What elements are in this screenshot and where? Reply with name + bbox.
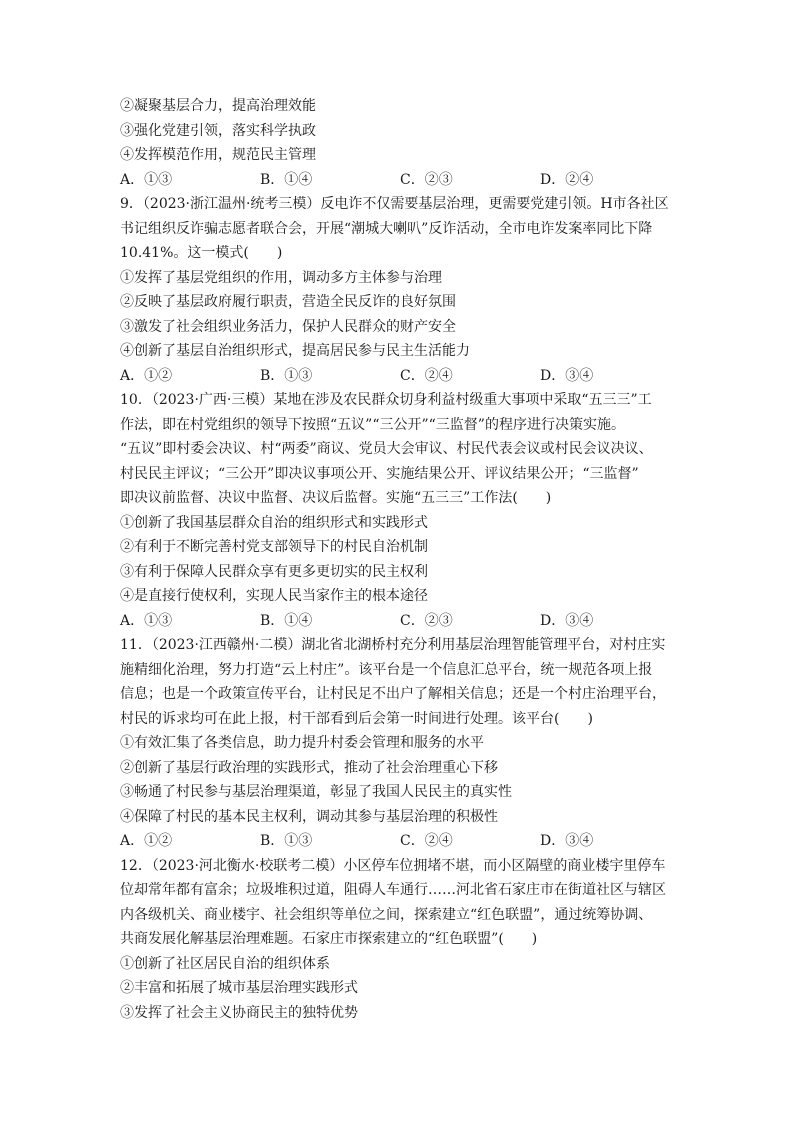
option-c[interactable]: C．②④ xyxy=(400,367,453,384)
statement: ③激发了社会组织业务活力，保护人民群众的财产安全 xyxy=(120,318,456,335)
question-9 xyxy=(120,192,685,388)
option-d[interactable]: D．③④ xyxy=(540,833,594,849)
question-stem: 10.41%。这一模式( ) xyxy=(120,245,283,261)
option-a[interactable]: A．①③ xyxy=(120,171,173,188)
options-row xyxy=(120,168,685,193)
statement: ②凝聚基层合力，提高治理效能 xyxy=(120,98,316,114)
statement: ②创新了基层行政治理的实践形式，推动了社会治理重心下移 xyxy=(120,759,498,776)
question-stem: 村民的诉求均可在此上报，村干部看到后会第一时间进行处理。该平台( ) xyxy=(120,710,593,727)
question-stem: 作法，即在村党组织的领导下按照“五议”“三公开”“三监督”的程序进行决策实施。 xyxy=(120,416,625,433)
option-c[interactable]: C．②③ xyxy=(400,171,453,188)
question-stem: 村民民主评议；“三公开”即决议事项公开、实施结果公开、评议结果公开；“三监督” xyxy=(120,465,639,482)
question-stem: 11．（2023·江西赣州·二模）湖北省北湖桥村充分利用基层治理智能管理平台，对村庄实 xyxy=(120,637,666,653)
option-d[interactable]: D．③④ xyxy=(540,367,594,384)
statement: ④创新了基层自治组织形式，提高居民参与民主生活能力 xyxy=(120,343,470,359)
option-a[interactable]: A．①② xyxy=(120,833,173,849)
question-stem: 内各级机关、商业楼宇、社会组织等单位之间，探索建立“红色联盟”，通过统筹协调、 xyxy=(120,906,653,923)
option-b[interactable]: B．①③ xyxy=(260,833,313,849)
question-stem: 施精细化治理，努力打造“云上村庄”。该平台是一个信息汇总平台，统一规范各项上报 xyxy=(120,661,653,678)
statement: ③有利于保障人民群众享有更多更切实的民主权利 xyxy=(120,563,428,580)
question-stem: 书记组织反诈骗志愿者联合会，开展“潮城大喇叭”反诈活动，全市电诈发案率同比下降 xyxy=(120,220,653,237)
statement: ④发挥模范作用，规范民主管理 xyxy=(120,147,316,163)
statement: ②反映了基层政府履行职责，营造全民反诈的良好氛围 xyxy=(120,294,456,310)
options-row xyxy=(120,829,685,854)
question-stem: “五议”即村委会决议、村“两委”商议、党员大会审议、村民代表会议或村民会议决议、 xyxy=(120,441,653,457)
question-stem: 12．（2023·河北衡水·校联考二模）小区停车位拥堵不堪，而小区隔壁的商业楼宇里停车 xyxy=(120,857,666,874)
prev-question xyxy=(120,94,685,192)
statement: ①发挥了基层党组织的作用，调动多方主体参与治理 xyxy=(120,269,442,286)
option-d[interactable]: D．③④ xyxy=(540,612,594,629)
question-stem: 10．（2023·广西·三模）某地在涉及农民群众切身利益村级重大事项中采取“五三三”工 xyxy=(120,392,652,408)
exam-page xyxy=(120,94,685,1025)
statement: ①创新了我国基层群众自治的组织形式和实践形式 xyxy=(120,514,428,531)
question-11 xyxy=(120,633,685,854)
question-12 xyxy=(120,854,685,1026)
statement: ①有效汇集了各类信息，助力提升村委会管理和服务的水平 xyxy=(120,735,484,751)
question-stem: 即决议前监督、决议中监督、决议后监督。实施“五三三”工作法( ) xyxy=(120,490,552,506)
option-b[interactable]: B．①③ xyxy=(260,367,313,384)
option-a[interactable]: A．①③ xyxy=(120,612,173,629)
option-b[interactable]: B．①④ xyxy=(260,171,313,188)
question-stem: 9．（2023·浙江温州·统考三模）反电诈不仅需要基层治理，更需要党建引领。H市各社区 xyxy=(120,196,669,212)
option-c[interactable]: C．②③ xyxy=(400,612,453,629)
options-row xyxy=(120,609,685,634)
statement: ③发挥了社会主义协商民主的独特优势 xyxy=(120,1004,358,1021)
statement: ①创新了社区居民自治的组织体系 xyxy=(120,955,330,972)
question-10 xyxy=(120,388,685,633)
statement: ②丰富和拓展了城市基层治理实践形式 xyxy=(120,980,358,996)
statement: ④保障了村民的基本民主权利，调动其参与基层治理的积极性 xyxy=(120,808,498,825)
statement: ③畅通了村民参与基层治理渠道，彰显了我国人民民主的真实性 xyxy=(120,784,512,800)
statement: ④是直接行使权利，实现人民当家作主的根本途径 xyxy=(120,588,428,604)
question-stem: 信息；也是一个政策宣传平台，让村民足不出户了解相关信息；还是一个村庄治理平台， xyxy=(120,686,666,702)
option-a[interactable]: A．①② xyxy=(120,367,173,384)
statement: ③强化党建引领，落实科学执政 xyxy=(120,122,316,139)
options-row xyxy=(120,364,685,389)
question-stem: 共商发展化解基层治理难题。石家庄市探索建立的“红色联盟”( ) xyxy=(120,931,538,947)
question-stem: 位却常年都有富余；垃圾堆积过道，阻碍人车通行……河北省石家庄市在街道社区与辖区 xyxy=(120,882,666,898)
option-b[interactable]: B．①④ xyxy=(260,612,313,629)
option-d[interactable]: D．②④ xyxy=(540,171,594,188)
option-c[interactable]: C．②④ xyxy=(400,833,453,849)
statement: ②有利于不断完善村党支部领导下的村民自治机制 xyxy=(120,539,428,555)
